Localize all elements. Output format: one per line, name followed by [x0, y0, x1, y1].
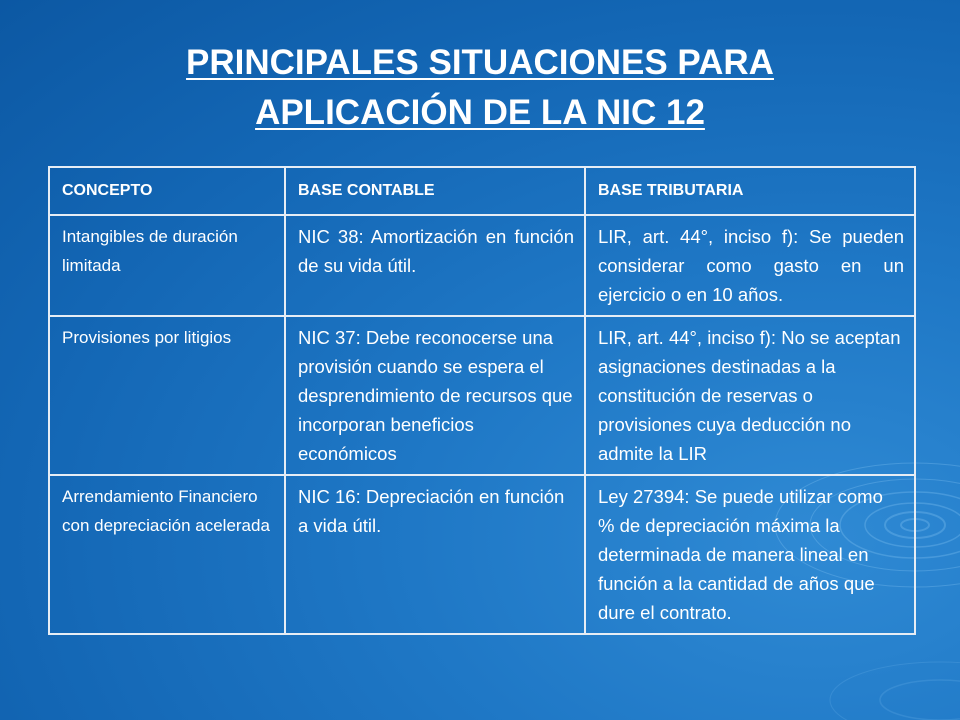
cell-concepto: Provisiones por litigios — [49, 316, 285, 475]
slide-title-line-1: PRINCIPALES SITUACIONES PARA — [186, 43, 774, 82]
header-base-contable: BASE CONTABLE — [285, 167, 585, 215]
table-header-row — [49, 167, 915, 215]
header-concepto: CONCEPTO — [49, 167, 285, 215]
cell-concepto: Arrendamiento Financiero con depreciación acelerada — [49, 475, 285, 634]
table-row — [49, 475, 915, 634]
cell-base-contable: NIC 38: Amortización en función de su vida útil. — [285, 215, 585, 316]
cell-base-tributaria: LIR, art. 44°, inciso f): No se aceptan asignaciones destinadas a la constitución de reservas o provisiones cuya deducción no admite la LIR — [585, 316, 915, 475]
cell-base-tributaria: LIR, art. 44°, inciso f): Se pueden considerar como gasto en un ejercicio o en 10 años. — [585, 215, 915, 316]
slide-title — [60, 38, 900, 138]
cell-base-tributaria: Ley 27394: Se puede utilizar como % de depreciación máxima la determinada de manera lineal en función a la cantidad de años que dure el contrato. — [585, 475, 915, 634]
table-row — [49, 316, 915, 475]
cell-base-contable: NIC 37: Debe reconocerse una provisión cuando se espera el desprendimiento de recursos que incorporan beneficios económicos — [285, 316, 585, 475]
cell-concepto: Intangibles de duración limitada — [49, 215, 285, 316]
cell-base-contable: NIC 16: Depreciación en función a vida útil. — [285, 475, 585, 634]
slide-title-line-2: APLICACIÓN DE LA NIC 12 — [255, 93, 705, 132]
header-base-tributaria: BASE TRIBUTARIA — [585, 167, 915, 215]
table-row — [49, 215, 915, 316]
nic12-situations-table — [48, 166, 916, 635]
